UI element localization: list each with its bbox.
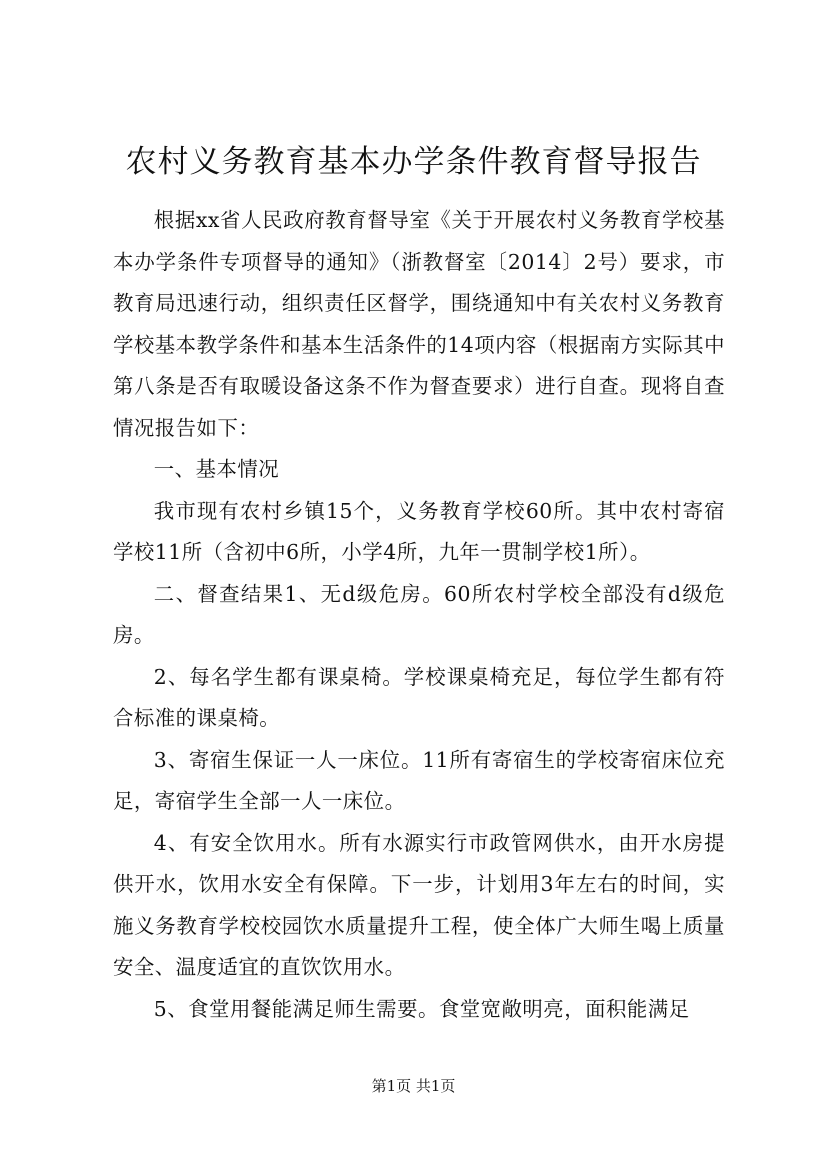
paragraph-inspection-result-1: 二、督查结果1、无d级危房。60所农村学校全部没有d级危房。 [113, 581, 725, 647]
paragraph-intro: 根据xx省人民政府教育督导室《关于开展农村义务教育学校基本办学条件专项督导的通知》（浙教督室〔2014〕2号）要求，市教育局迅速行动，组织责任区督学，围绕通知中有关农村义务教育学校基本教学条件和基本生活条件的14项内容（根据南方实际其中第八条是否有取暖设备这条不作为督查要求）进行自查。现将自查情况报告如下： [113, 208, 725, 440]
document-body [113, 200, 725, 1030]
paragraph-inspection-result-3: 3、寄宿生保证一人一床位。11所有寄宿生的学校寄宿床位充足，寄宿学生全部一人一床位。 [113, 747, 725, 813]
paragraph-inspection-result-2: 2、每名学生都有课桌椅。学校课桌椅充足，每位学生都有符合标准的课桌椅。 [113, 664, 725, 730]
paragraph-basic-situation: 我市现有农村乡镇15个，义务教育学校60所。其中农村寄宿学校11所（含初中6所，小学4所，九年一贯制学校1所）。 [113, 498, 725, 564]
paragraph-inspection-result-4: 4、有安全饮用水。所有水源实行市政管网供水，由开水房提供开水，饮用水安全有保障。下一步，计划用3年左右的时间，实施义务教育学校校园饮水质量提升工程，使全体广大师生喝上质量安全、温度适宜的直饮饮用水。 [113, 830, 725, 979]
document-title: 农村义务教育基本办学条件教育督导报告 [125, 144, 702, 180]
paragraph-inspection-result-5: 5、食堂用餐能满足师生需要。食堂宽敞明亮，面积能满足 [153, 996, 690, 1021]
heading-basic-situation: 一、基本情况 [153, 457, 280, 481]
page-number-footer: 第1页 共1页 [371, 1077, 456, 1095]
